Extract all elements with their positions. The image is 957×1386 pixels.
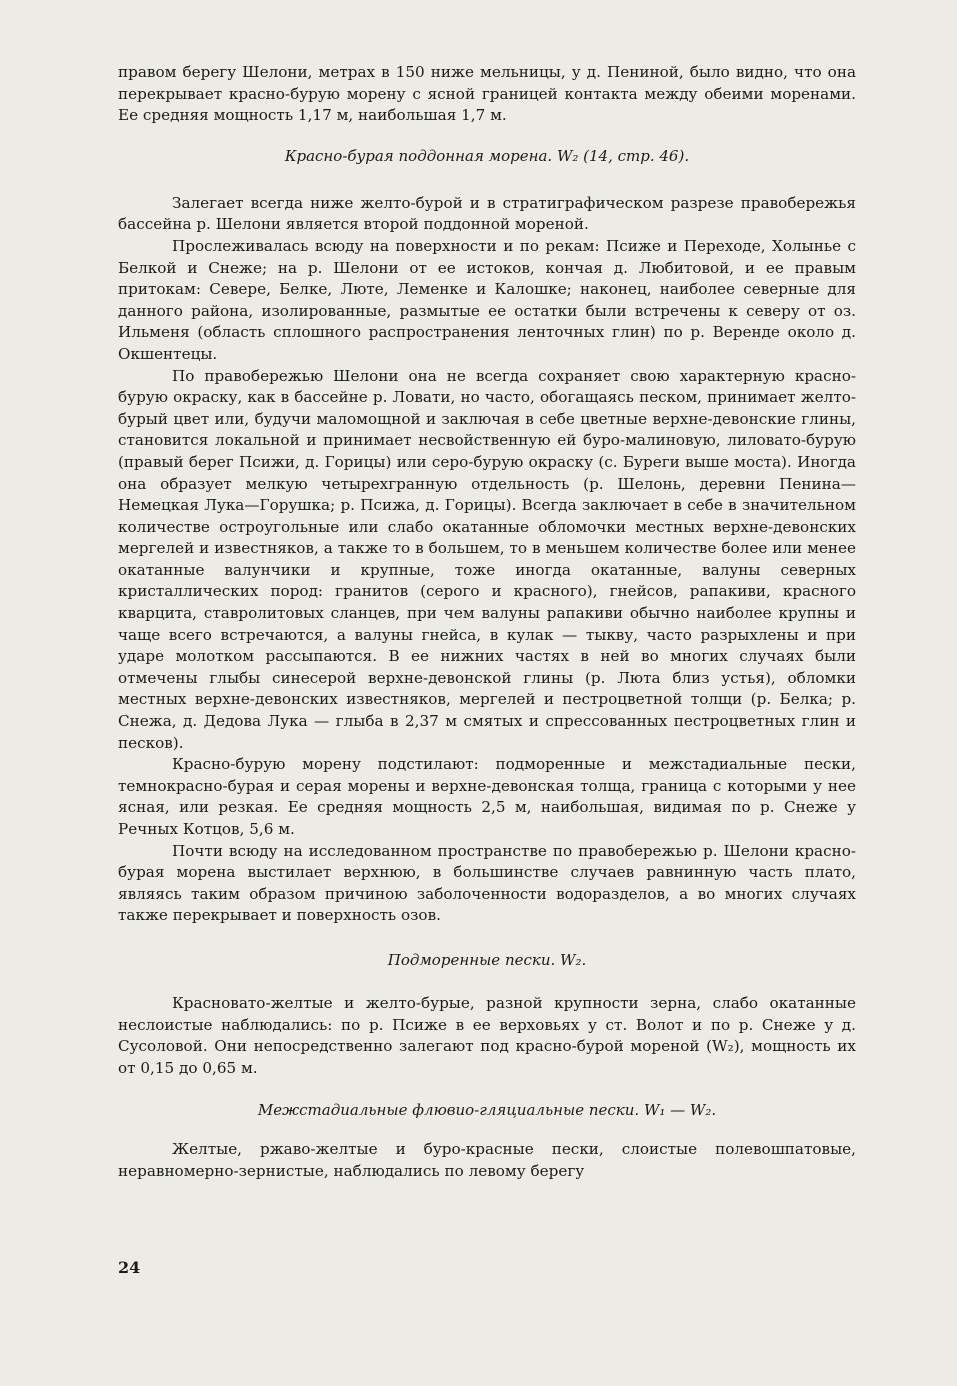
section-heading: Межстадиальные флювио-гляциальные пески. W₁ — W₂. [257,1101,717,1120]
section-heading: Подморенные пески. W₂. [387,950,587,969]
paragraph: правом берегу Шелони, метрах в 150 ниже мельницы, у д. Пениной, было видно, что она перекрывает красно-бурую морену с ясной границей контакта между обеими моренами. Ее средняя мощность 1,17 м, наибольшая 1,7 м. [118,63,856,125]
paragraph: По правобережью Шелони она не всегда сохраняет свою характерную красно-бурую окраску, как в бассейне р. Ловати, но часто, обогащаясь песком, принимает желто-бурый цвет или, будучи маломощной и заключая в себе цветные верхне-девонские глины, становится локальной и принимает несвойственную ей буро-малиновую, лиловато-бурую (правый берег Псижи, д. Горицы) или серо-бурую окраску (с. Буреги выше моста). Иногда она образует мелкую четырехгранную отдельность (р. Шелонь, деревни Пенина—Немецкая Лука—Горушка; р. Псижа, д. Горицы). Всегда заключает в себе в значительном количестве остроугольные или слабо окатанные обломочки местных верхне-девонских мергелей и известняков, а также то в большем, то в меньшем количестве более или менее окатанные валунчики и крупные, тоже иногда окатанные, валуны северных кристаллических пород: гранитов (серого и красного), гнейсов, рапакиви, красного кварцита, ставролитовых сланцев, при чем валуны рапакиви обычно наиболее крупны и чаще всего встречаются, а валуны гнейса, в кулак — тыкву, часто разрыхлены и при ударе молотком рассыпаются. В ее нижних частях в ней во многих случаях были отмечены глыбы синесерой верхне-девонской глины (р. Люта близ устья), обломки местных верхне-девонских известняков, мергелей и пестроцветной толщи (р. Белка; р. Снежа, д. Дедова Лука — глыба в 2,37 м смятых и спрессованных пестроцветных глин и песков). [118,366,856,752]
paragraph: Желтые, ржаво-желтые и буро-красные пески, слоистые полевошпатовые, неравномерно-зернистые, наблюдались по левому берегу [118,1140,856,1180]
page-number: 24 [118,1258,141,1277]
section-heading: Красно-бурая поддонная морена. W₂ (14, стр. 46). [284,146,690,165]
paragraph: Прослеживалась всюду на поверхности и по рекам: Псиже и Переходе, Холынье с Белкой и Снеже; на р. Шелони от ее истоков, кончая д. Любитовой, и ее правым притокам: Севере, Белке, Люте, Леменке и Калошке; наконец, наиболее северные для данного района, изолированные, размытые ее остатки были встречены к северу от оз. Ильменя (область сплошного распространения ленточных глин) по р. Веренде около д. Окшентецы. [118,236,856,363]
paragraph: Почти всюду на исследованном пространстве по правобережью р. Шелони красно-бурая морена выстилает верхнюю, в большинстве случаев равнинную часть плато, являясь таким образом причиною заболоченности водоразделов, а во многих случаях также перекрывает и поверхность озов. [118,841,856,925]
paragraph: Красновато-желтые и желто-бурые, разной крупности зерна, слабо окатанные неслоистые наблюдались: по р. Псиже в ее верховьях у ст. Волот и по р. Снеже у д. Сусоловой. Они непосредственно залегают под красно-бурой мореной (W₂), мощность их от 0,15 до 0,65 м. [118,993,856,1077]
body-text [118,62,856,1183]
paragraph: Красно-бурую морену подстилают: подморенные и межстадиальные пески, темнокрасно-бурая и серая морены и верхне-девонская толща, граница с которыми у нее ясная, или резкая. Ее средняя мощность 2,5 м, наибольшая, видимая по р. Снеже у Речных Котцов, 5,6 м. [118,755,856,838]
paragraph: Залегает всегда ниже желто-бурой и в стратиграфическом разрезе правобережья бассейна р. Шелони является второй поддонной мореной. [118,193,856,234]
